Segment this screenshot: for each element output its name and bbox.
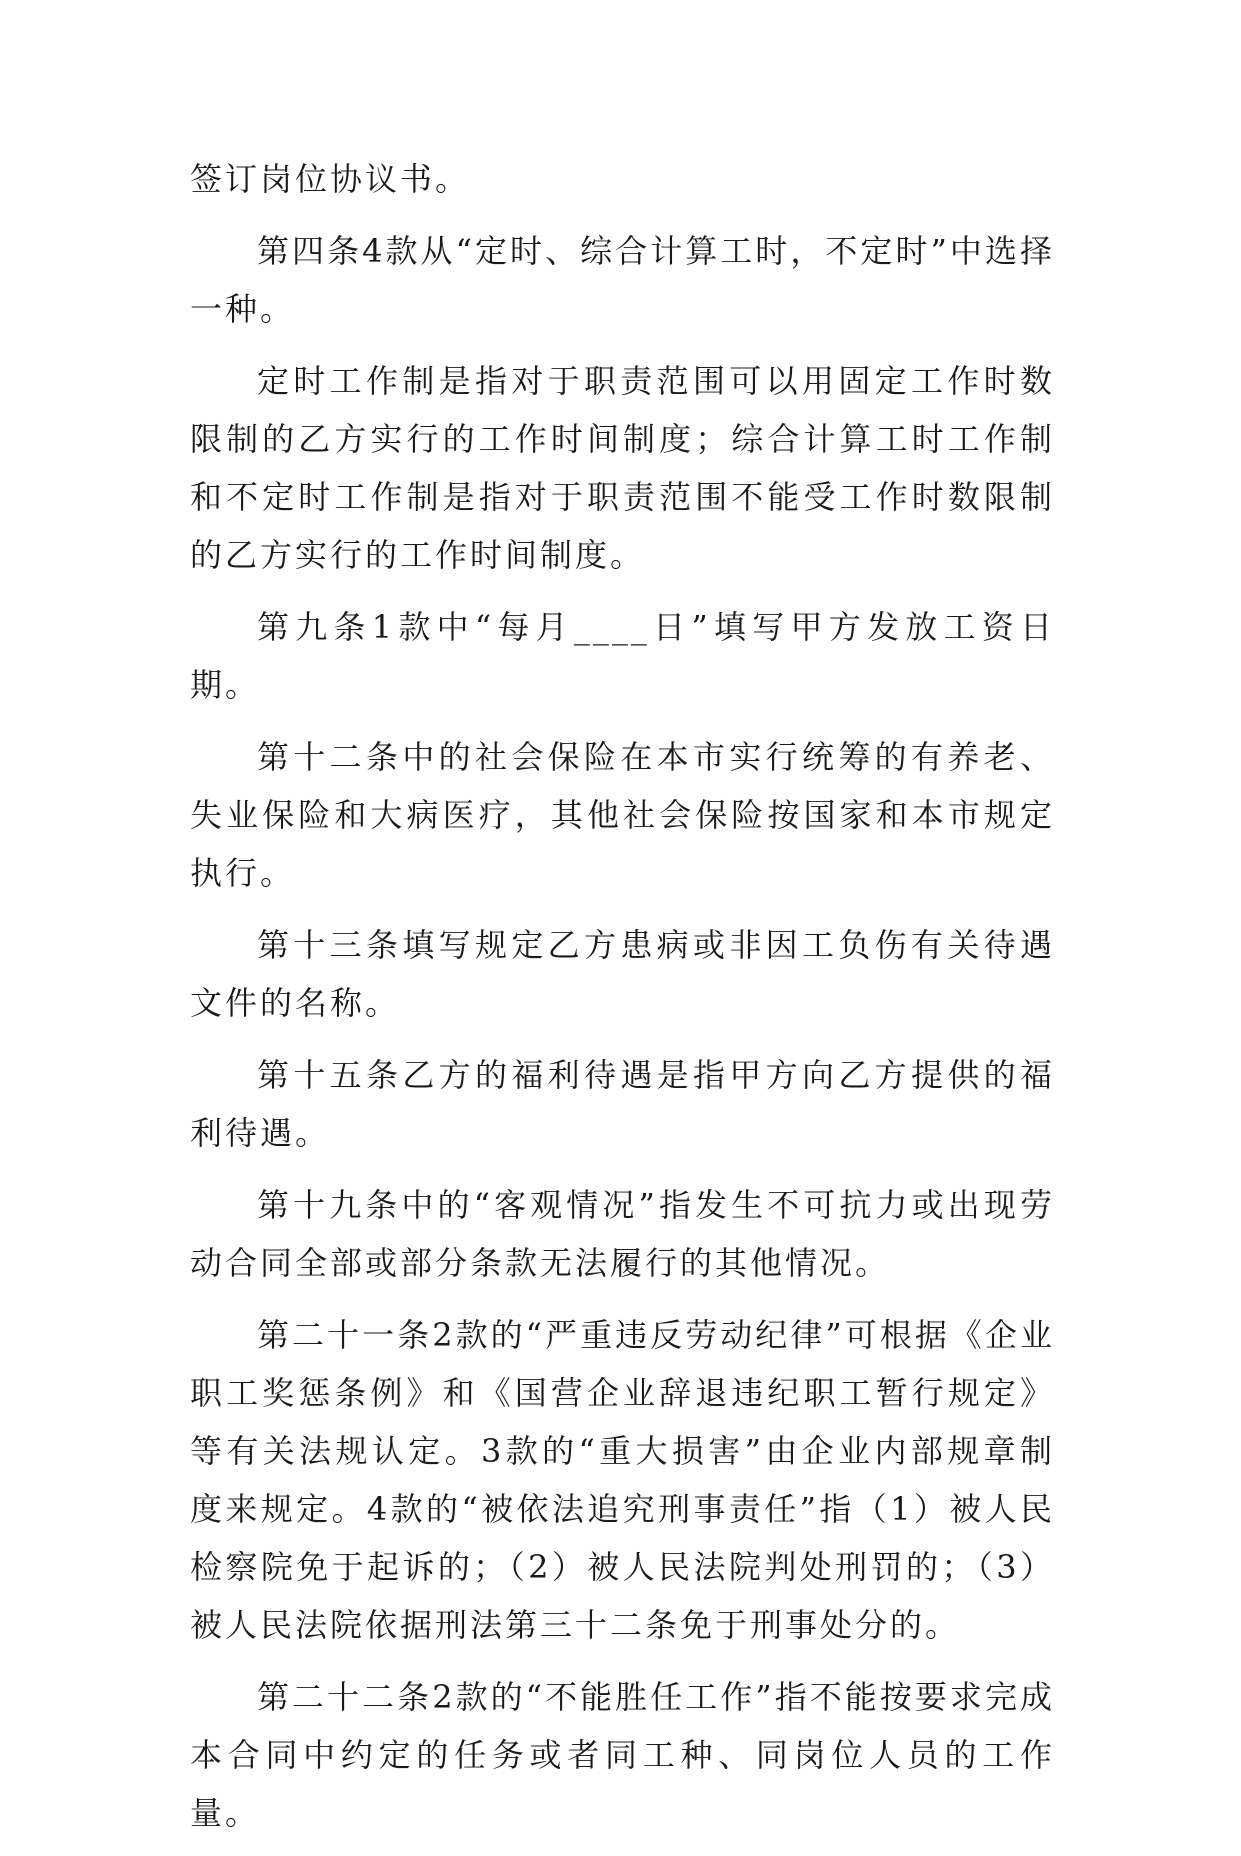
paragraph-7: 第十五条乙方的福利待遇是指甲方向乙方提供的福利待遇。 bbox=[190, 1056, 1055, 1152]
paragraph-9: 第二十一条2款的“严重违反劳动纪律”可根据《企业职工奖惩条例》和《国营企业辞退违纪职工暂行规定》等有关法规认定。3款的“重大损害”由企业内部规章制度来规定。4款的“被依法追究刑事责任”指（1）被人民检察院免于起诉的；（2）被人民法院判处刑罚的；（3）被人民法院依据刑法第三十二条免于刑事处分的。 bbox=[190, 1316, 1055, 1644]
paragraph-8: 第十九条中的“客观情况”指发生不可抗力或出现劳动合同全部或部分条款无法履行的其他情况。 bbox=[190, 1186, 1055, 1282]
paragraph-10: 第二十二条2款的“不能胜任工作”指不能按要求完成本合同中约定的任务或者同工种、同岗位人员的工作量。 bbox=[190, 1678, 1055, 1832]
paragraph-6: 第十三条填写规定乙方患病或非因工负伤有关待遇文件的名称。 bbox=[190, 926, 1055, 1022]
paragraph-1: 签订岗位协议书。 bbox=[190, 160, 471, 198]
paragraph-5: 第十二条中的社会保险在本市实行统筹的有养老、失业保险和大病医疗，其他社会保险按国家和本市规定执行。 bbox=[190, 738, 1055, 892]
paragraph-3: 定时工作制是指对于职责范围可以用固定工作时数限制的乙方实行的工作时间制度；综合计算工时工作制和不定时工作制是指对于职责范围不能受工作时数限制的乙方实行的工作时间制度。 bbox=[190, 362, 1055, 574]
document-body bbox=[190, 150, 1055, 1856]
paragraph-4: 第九条1款中“每月____日”填写甲方发放工资日期。 bbox=[190, 608, 1055, 704]
paragraph-2: 第四条4款从“定时、综合计算工时，不定时”中选择一种。 bbox=[190, 232, 1055, 328]
